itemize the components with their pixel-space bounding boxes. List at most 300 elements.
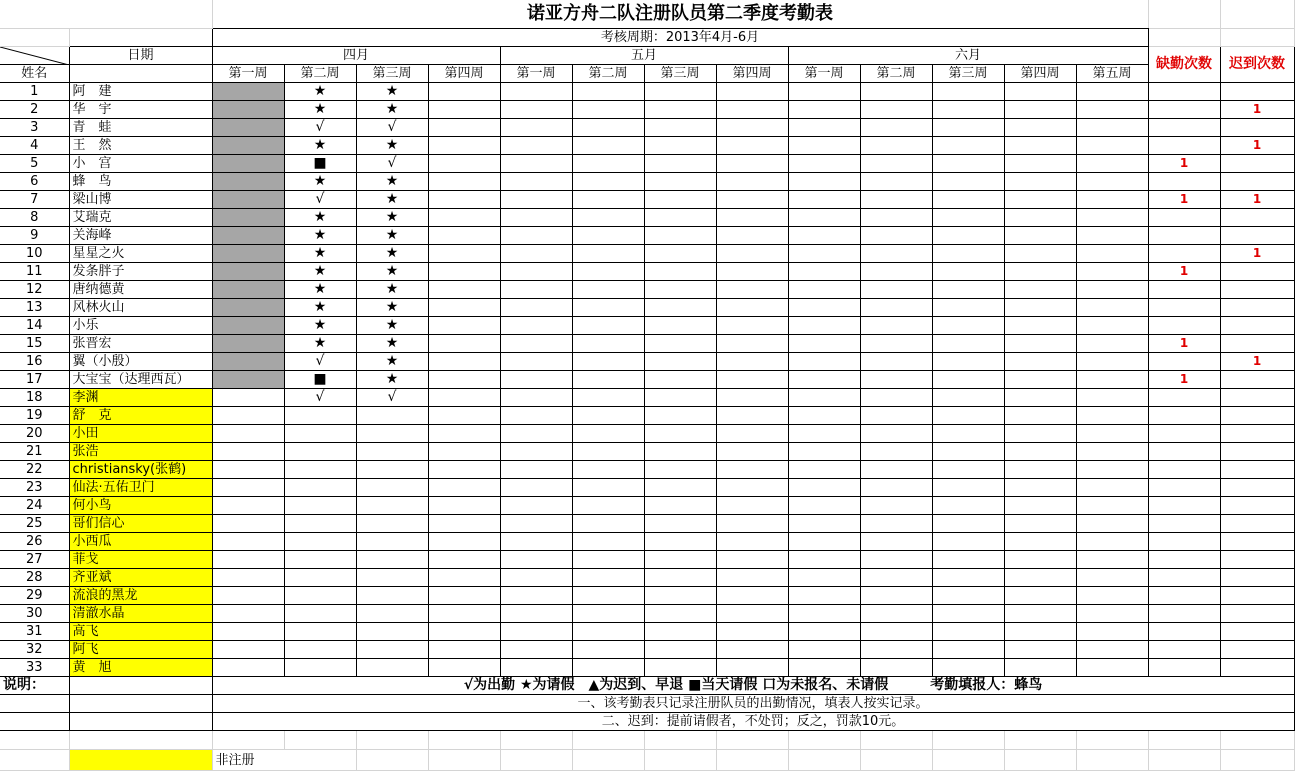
- attendance-cell[interactable]: [428, 641, 500, 659]
- attendance-cell[interactable]: [284, 497, 356, 515]
- attendance-cell[interactable]: [428, 353, 500, 371]
- attendance-cell[interactable]: [428, 533, 500, 551]
- attendance-cell[interactable]: [1076, 191, 1148, 209]
- attendance-cell[interactable]: [428, 371, 500, 389]
- attendance-cell[interactable]: [716, 587, 788, 605]
- attendance-cell[interactable]: [572, 335, 644, 353]
- attendance-cell[interactable]: [284, 623, 356, 641]
- attendance-cell[interactable]: [860, 263, 932, 281]
- attendance-cell[interactable]: [860, 605, 932, 623]
- attendance-cell[interactable]: [212, 317, 284, 335]
- attendance-cell[interactable]: [860, 479, 932, 497]
- attendance-cell[interactable]: [788, 83, 860, 101]
- attendance-cell[interactable]: [1004, 425, 1076, 443]
- attendance-cell[interactable]: [356, 569, 428, 587]
- member-name[interactable]: 仙法·五佑卫门: [69, 479, 212, 497]
- attendance-cell[interactable]: ★: [284, 263, 356, 281]
- attendance-cell[interactable]: √: [284, 389, 356, 407]
- attendance-cell[interactable]: [716, 551, 788, 569]
- attendance-cell[interactable]: [1076, 371, 1148, 389]
- attendance-cell[interactable]: [1076, 623, 1148, 641]
- attendance-cell[interactable]: [788, 371, 860, 389]
- attendance-cell[interactable]: [428, 209, 500, 227]
- attendance-cell[interactable]: [932, 335, 1004, 353]
- attendance-cell[interactable]: [1076, 227, 1148, 245]
- attendance-cell[interactable]: [212, 155, 284, 173]
- attendance-cell[interactable]: ★: [284, 227, 356, 245]
- attendance-cell[interactable]: [284, 443, 356, 461]
- attendance-cell[interactable]: [932, 533, 1004, 551]
- attendance-cell[interactable]: [860, 533, 932, 551]
- attendance-cell[interactable]: [644, 137, 716, 155]
- attendance-cell[interactable]: [716, 101, 788, 119]
- attendance-cell[interactable]: [860, 227, 932, 245]
- attendance-cell[interactable]: [428, 479, 500, 497]
- attendance-cell[interactable]: [1076, 299, 1148, 317]
- attendance-cell[interactable]: [500, 605, 572, 623]
- attendance-cell[interactable]: [1076, 335, 1148, 353]
- attendance-cell[interactable]: [644, 569, 716, 587]
- attendance-cell[interactable]: [356, 461, 428, 479]
- attendance-cell[interactable]: [860, 461, 932, 479]
- member-name[interactable]: 齐亚斌: [69, 569, 212, 587]
- attendance-cell[interactable]: [716, 83, 788, 101]
- attendance-cell[interactable]: [716, 119, 788, 137]
- attendance-cell[interactable]: [212, 515, 284, 533]
- attendance-cell[interactable]: ★: [284, 173, 356, 191]
- attendance-cell[interactable]: [572, 371, 644, 389]
- attendance-cell[interactable]: √: [284, 191, 356, 209]
- attendance-cell[interactable]: [716, 335, 788, 353]
- attendance-cell[interactable]: [572, 407, 644, 425]
- attendance-cell[interactable]: [500, 137, 572, 155]
- attendance-cell[interactable]: [500, 353, 572, 371]
- attendance-cell[interactable]: [788, 659, 860, 677]
- attendance-cell[interactable]: [788, 209, 860, 227]
- attendance-cell[interactable]: [428, 137, 500, 155]
- attendance-cell[interactable]: [500, 101, 572, 119]
- attendance-cell[interactable]: [716, 317, 788, 335]
- attendance-cell[interactable]: [1004, 407, 1076, 425]
- attendance-cell[interactable]: √: [284, 353, 356, 371]
- attendance-cell[interactable]: [1076, 353, 1148, 371]
- attendance-cell[interactable]: [212, 587, 284, 605]
- attendance-cell[interactable]: [716, 137, 788, 155]
- attendance-cell[interactable]: [284, 641, 356, 659]
- attendance-cell[interactable]: [1076, 173, 1148, 191]
- attendance-cell[interactable]: [428, 389, 500, 407]
- attendance-cell[interactable]: [1076, 407, 1148, 425]
- attendance-cell[interactable]: [284, 605, 356, 623]
- attendance-cell[interactable]: [1076, 119, 1148, 137]
- attendance-cell[interactable]: [356, 605, 428, 623]
- attendance-cell[interactable]: [716, 353, 788, 371]
- attendance-cell[interactable]: [1076, 659, 1148, 677]
- attendance-cell[interactable]: [428, 497, 500, 515]
- attendance-cell[interactable]: [644, 335, 716, 353]
- attendance-cell[interactable]: [500, 371, 572, 389]
- attendance-cell[interactable]: [788, 407, 860, 425]
- attendance-cell[interactable]: [500, 425, 572, 443]
- attendance-cell[interactable]: [716, 497, 788, 515]
- attendance-cell[interactable]: √: [356, 155, 428, 173]
- attendance-cell[interactable]: [932, 209, 1004, 227]
- attendance-cell[interactable]: [428, 407, 500, 425]
- attendance-cell[interactable]: √: [356, 119, 428, 137]
- attendance-cell[interactable]: [572, 263, 644, 281]
- attendance-cell[interactable]: [644, 353, 716, 371]
- attendance-cell[interactable]: [860, 551, 932, 569]
- member-name[interactable]: 何小鸟: [69, 497, 212, 515]
- attendance-cell[interactable]: [1076, 443, 1148, 461]
- attendance-cell[interactable]: [356, 515, 428, 533]
- attendance-cell[interactable]: [1004, 605, 1076, 623]
- attendance-cell[interactable]: [212, 83, 284, 101]
- attendance-cell[interactable]: [428, 659, 500, 677]
- attendance-cell[interactable]: [572, 83, 644, 101]
- attendance-cell[interactable]: [644, 155, 716, 173]
- attendance-cell[interactable]: [860, 191, 932, 209]
- attendance-cell[interactable]: [932, 83, 1004, 101]
- attendance-cell[interactable]: [1076, 551, 1148, 569]
- attendance-cell[interactable]: [1004, 371, 1076, 389]
- attendance-cell[interactable]: [500, 83, 572, 101]
- attendance-cell[interactable]: [932, 389, 1004, 407]
- attendance-cell[interactable]: [1076, 461, 1148, 479]
- attendance-cell[interactable]: [716, 461, 788, 479]
- attendance-cell[interactable]: [644, 191, 716, 209]
- attendance-cell[interactable]: [788, 245, 860, 263]
- attendance-cell[interactable]: [500, 479, 572, 497]
- attendance-cell[interactable]: [1076, 587, 1148, 605]
- attendance-cell[interactable]: [932, 479, 1004, 497]
- member-name[interactable]: 菲戈: [69, 551, 212, 569]
- member-name[interactable]: 阿飞: [69, 641, 212, 659]
- attendance-cell[interactable]: [644, 227, 716, 245]
- attendance-cell[interactable]: [932, 263, 1004, 281]
- attendance-cell[interactable]: [1076, 641, 1148, 659]
- attendance-cell[interactable]: [788, 533, 860, 551]
- attendance-cell[interactable]: [500, 497, 572, 515]
- attendance-cell[interactable]: [212, 371, 284, 389]
- attendance-cell[interactable]: [932, 353, 1004, 371]
- attendance-cell[interactable]: [644, 551, 716, 569]
- attendance-cell[interactable]: [212, 569, 284, 587]
- attendance-cell[interactable]: [356, 407, 428, 425]
- attendance-cell[interactable]: [500, 191, 572, 209]
- attendance-cell[interactable]: [716, 227, 788, 245]
- attendance-cell[interactable]: [644, 245, 716, 263]
- member-name[interactable]: christiansky(张鹤): [69, 461, 212, 479]
- attendance-cell[interactable]: [932, 569, 1004, 587]
- attendance-cell[interactable]: [428, 227, 500, 245]
- attendance-cell[interactable]: [212, 227, 284, 245]
- attendance-cell[interactable]: [356, 479, 428, 497]
- attendance-cell[interactable]: [932, 443, 1004, 461]
- attendance-cell[interactable]: [1076, 83, 1148, 101]
- attendance-cell[interactable]: [1076, 245, 1148, 263]
- attendance-cell[interactable]: [356, 425, 428, 443]
- member-name[interactable]: 梁山博: [69, 191, 212, 209]
- attendance-cell[interactable]: [860, 209, 932, 227]
- attendance-cell[interactable]: [788, 461, 860, 479]
- member-name[interactable]: 发条胖子: [69, 263, 212, 281]
- attendance-cell[interactable]: [428, 263, 500, 281]
- attendance-cell[interactable]: [500, 587, 572, 605]
- attendance-cell[interactable]: [428, 119, 500, 137]
- attendance-cell[interactable]: [644, 659, 716, 677]
- attendance-cell[interactable]: [1004, 335, 1076, 353]
- attendance-cell[interactable]: [572, 299, 644, 317]
- attendance-cell[interactable]: √: [284, 119, 356, 137]
- attendance-cell[interactable]: [716, 155, 788, 173]
- attendance-cell[interactable]: [1076, 425, 1148, 443]
- attendance-cell[interactable]: [428, 605, 500, 623]
- attendance-cell[interactable]: [932, 497, 1004, 515]
- member-name[interactable]: 黄 旭: [69, 659, 212, 677]
- attendance-cell[interactable]: [788, 317, 860, 335]
- attendance-cell[interactable]: [788, 173, 860, 191]
- attendance-cell[interactable]: [932, 605, 1004, 623]
- attendance-cell[interactable]: [1076, 569, 1148, 587]
- attendance-cell[interactable]: [500, 335, 572, 353]
- attendance-cell[interactable]: [716, 173, 788, 191]
- attendance-cell[interactable]: [644, 209, 716, 227]
- member-name[interactable]: 舒 克: [69, 407, 212, 425]
- attendance-cell[interactable]: [788, 101, 860, 119]
- attendance-cell[interactable]: [284, 587, 356, 605]
- attendance-cell[interactable]: ★: [284, 281, 356, 299]
- attendance-cell[interactable]: [572, 101, 644, 119]
- attendance-cell[interactable]: [1076, 497, 1148, 515]
- attendance-cell[interactable]: ■: [284, 155, 356, 173]
- attendance-cell[interactable]: [860, 137, 932, 155]
- attendance-cell[interactable]: ★: [356, 263, 428, 281]
- attendance-cell[interactable]: [572, 659, 644, 677]
- attendance-cell[interactable]: [572, 245, 644, 263]
- attendance-cell[interactable]: [860, 515, 932, 533]
- attendance-cell[interactable]: [716, 191, 788, 209]
- attendance-cell[interactable]: [428, 317, 500, 335]
- attendance-cell[interactable]: [500, 245, 572, 263]
- attendance-cell[interactable]: [212, 551, 284, 569]
- attendance-cell[interactable]: [644, 281, 716, 299]
- attendance-cell[interactable]: [356, 443, 428, 461]
- attendance-cell[interactable]: [716, 425, 788, 443]
- attendance-cell[interactable]: [644, 425, 716, 443]
- attendance-cell[interactable]: [788, 137, 860, 155]
- attendance-cell[interactable]: ★: [356, 101, 428, 119]
- attendance-cell[interactable]: [212, 623, 284, 641]
- attendance-cell[interactable]: [212, 425, 284, 443]
- attendance-cell[interactable]: [860, 569, 932, 587]
- attendance-cell[interactable]: ★: [356, 191, 428, 209]
- attendance-cell[interactable]: [428, 587, 500, 605]
- attendance-cell[interactable]: [932, 623, 1004, 641]
- member-name[interactable]: 关海峰: [69, 227, 212, 245]
- attendance-cell[interactable]: [428, 569, 500, 587]
- attendance-cell[interactable]: [716, 659, 788, 677]
- attendance-cell[interactable]: [644, 479, 716, 497]
- attendance-cell[interactable]: [1004, 623, 1076, 641]
- attendance-cell[interactable]: [788, 155, 860, 173]
- attendance-cell[interactable]: [500, 641, 572, 659]
- attendance-cell[interactable]: [932, 461, 1004, 479]
- attendance-cell[interactable]: ★: [356, 299, 428, 317]
- attendance-cell[interactable]: [428, 425, 500, 443]
- attendance-cell[interactable]: [500, 551, 572, 569]
- attendance-cell[interactable]: [356, 587, 428, 605]
- member-name[interactable]: 张晋宏: [69, 335, 212, 353]
- attendance-cell[interactable]: [1004, 317, 1076, 335]
- attendance-cell[interactable]: [1076, 209, 1148, 227]
- attendance-cell[interactable]: [572, 389, 644, 407]
- attendance-cell[interactable]: [284, 551, 356, 569]
- attendance-cell[interactable]: [644, 389, 716, 407]
- attendance-cell[interactable]: [788, 515, 860, 533]
- member-name[interactable]: 青 蛙: [69, 119, 212, 137]
- attendance-cell[interactable]: [788, 587, 860, 605]
- attendance-cell[interactable]: [788, 353, 860, 371]
- member-name[interactable]: 风林火山: [69, 299, 212, 317]
- attendance-cell[interactable]: [572, 227, 644, 245]
- attendance-cell[interactable]: [932, 587, 1004, 605]
- member-name[interactable]: 华 宇: [69, 101, 212, 119]
- attendance-cell[interactable]: √: [356, 389, 428, 407]
- attendance-cell[interactable]: [1004, 461, 1076, 479]
- attendance-cell[interactable]: [644, 443, 716, 461]
- attendance-cell[interactable]: [500, 443, 572, 461]
- attendance-cell[interactable]: [1004, 209, 1076, 227]
- attendance-cell[interactable]: [644, 605, 716, 623]
- attendance-cell[interactable]: [572, 209, 644, 227]
- member-name[interactable]: 张浩: [69, 443, 212, 461]
- attendance-cell[interactable]: [1076, 101, 1148, 119]
- attendance-cell[interactable]: [1004, 299, 1076, 317]
- attendance-cell[interactable]: [284, 659, 356, 677]
- attendance-cell[interactable]: [572, 551, 644, 569]
- attendance-cell[interactable]: [356, 551, 428, 569]
- attendance-cell[interactable]: [1004, 443, 1076, 461]
- attendance-cell[interactable]: [1004, 227, 1076, 245]
- attendance-cell[interactable]: [932, 551, 1004, 569]
- attendance-cell[interactable]: ★: [356, 137, 428, 155]
- attendance-cell[interactable]: [1076, 389, 1148, 407]
- attendance-cell[interactable]: [572, 155, 644, 173]
- attendance-cell[interactable]: [860, 83, 932, 101]
- attendance-cell[interactable]: ★: [356, 317, 428, 335]
- attendance-cell[interactable]: ★: [356, 83, 428, 101]
- attendance-cell[interactable]: [716, 281, 788, 299]
- attendance-cell[interactable]: [428, 191, 500, 209]
- attendance-cell[interactable]: [500, 569, 572, 587]
- attendance-cell[interactable]: [500, 119, 572, 137]
- attendance-cell[interactable]: [428, 245, 500, 263]
- attendance-cell[interactable]: [716, 263, 788, 281]
- attendance-cell[interactable]: [932, 425, 1004, 443]
- attendance-cell[interactable]: [860, 101, 932, 119]
- attendance-cell[interactable]: [788, 641, 860, 659]
- attendance-cell[interactable]: [212, 137, 284, 155]
- member-name[interactable]: 小 宫: [69, 155, 212, 173]
- member-name[interactable]: 大宝宝（达理西瓦）: [69, 371, 212, 389]
- attendance-cell[interactable]: [788, 551, 860, 569]
- attendance-cell[interactable]: ★: [284, 317, 356, 335]
- attendance-cell[interactable]: [428, 281, 500, 299]
- attendance-cell[interactable]: [428, 83, 500, 101]
- attendance-cell[interactable]: [572, 497, 644, 515]
- attendance-cell[interactable]: [284, 533, 356, 551]
- attendance-cell[interactable]: [788, 281, 860, 299]
- attendance-cell[interactable]: [500, 389, 572, 407]
- attendance-cell[interactable]: [788, 605, 860, 623]
- attendance-cell[interactable]: ★: [356, 209, 428, 227]
- attendance-cell[interactable]: [212, 119, 284, 137]
- attendance-cell[interactable]: ★: [356, 227, 428, 245]
- attendance-cell[interactable]: [1004, 263, 1076, 281]
- attendance-cell[interactable]: [644, 461, 716, 479]
- attendance-cell[interactable]: [860, 407, 932, 425]
- attendance-cell[interactable]: [1076, 515, 1148, 533]
- attendance-cell[interactable]: [284, 515, 356, 533]
- attendance-cell[interactable]: [860, 335, 932, 353]
- attendance-cell[interactable]: [428, 443, 500, 461]
- attendance-cell[interactable]: [356, 659, 428, 677]
- member-name[interactable]: 流浪的黑龙: [69, 587, 212, 605]
- attendance-cell[interactable]: [356, 497, 428, 515]
- attendance-cell[interactable]: [788, 191, 860, 209]
- attendance-cell[interactable]: [1076, 605, 1148, 623]
- attendance-cell[interactable]: [500, 209, 572, 227]
- attendance-cell[interactable]: [572, 281, 644, 299]
- attendance-cell[interactable]: [788, 263, 860, 281]
- attendance-cell[interactable]: [500, 173, 572, 191]
- attendance-cell[interactable]: [500, 263, 572, 281]
- attendance-cell[interactable]: [428, 461, 500, 479]
- attendance-cell[interactable]: [716, 515, 788, 533]
- attendance-cell[interactable]: [788, 389, 860, 407]
- attendance-cell[interactable]: [644, 587, 716, 605]
- attendance-cell[interactable]: [932, 173, 1004, 191]
- attendance-cell[interactable]: [788, 227, 860, 245]
- attendance-cell[interactable]: [428, 623, 500, 641]
- attendance-cell[interactable]: [716, 605, 788, 623]
- attendance-cell[interactable]: [716, 371, 788, 389]
- attendance-cell[interactable]: [932, 245, 1004, 263]
- attendance-cell[interactable]: [932, 641, 1004, 659]
- attendance-cell[interactable]: ★: [356, 353, 428, 371]
- attendance-cell[interactable]: [932, 191, 1004, 209]
- attendance-cell[interactable]: [716, 569, 788, 587]
- attendance-cell[interactable]: [212, 173, 284, 191]
- member-name[interactable]: 星星之火: [69, 245, 212, 263]
- attendance-cell[interactable]: [428, 173, 500, 191]
- attendance-cell[interactable]: [932, 101, 1004, 119]
- attendance-cell[interactable]: [788, 119, 860, 137]
- attendance-cell[interactable]: [1004, 155, 1076, 173]
- attendance-cell[interactable]: ★: [356, 173, 428, 191]
- attendance-cell[interactable]: [932, 371, 1004, 389]
- attendance-cell[interactable]: [932, 317, 1004, 335]
- attendance-cell[interactable]: [500, 407, 572, 425]
- attendance-cell[interactable]: [644, 119, 716, 137]
- attendance-cell[interactable]: [932, 407, 1004, 425]
- attendance-cell[interactable]: [572, 173, 644, 191]
- attendance-cell[interactable]: [932, 299, 1004, 317]
- attendance-cell[interactable]: [1004, 551, 1076, 569]
- attendance-cell[interactable]: [500, 623, 572, 641]
- attendance-cell[interactable]: [788, 479, 860, 497]
